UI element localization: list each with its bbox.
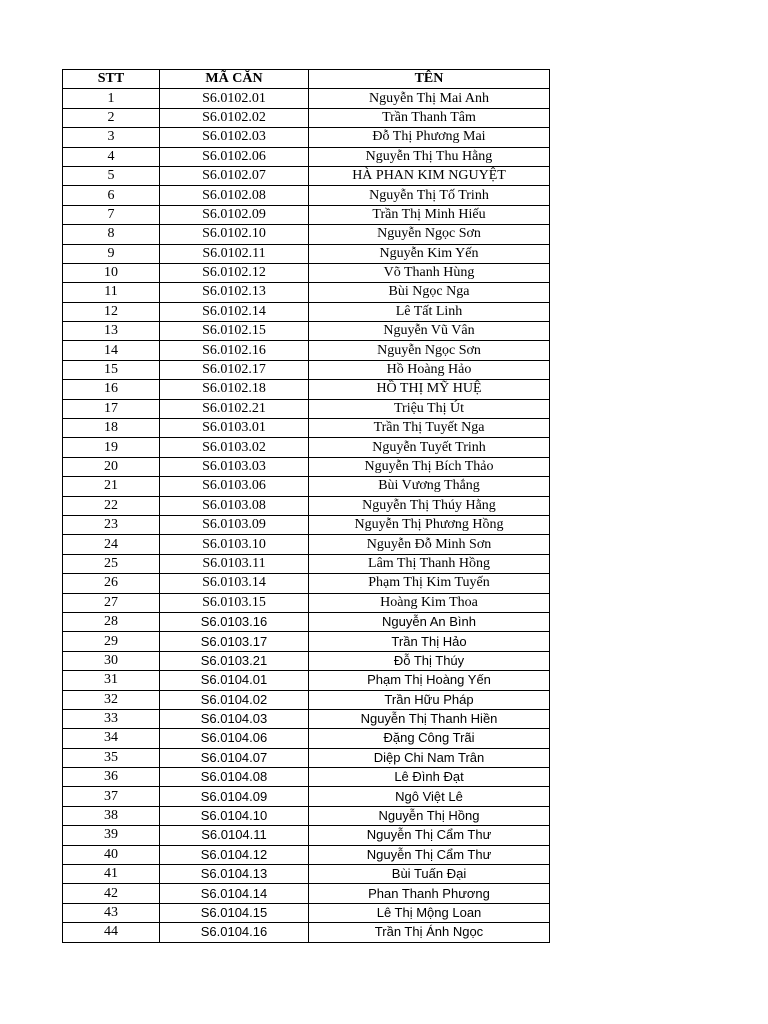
cell-ma-can: S6.0103.11: [160, 554, 309, 573]
table-row: [63, 884, 550, 903]
cell-ma-can: S6.0103.08: [160, 496, 309, 515]
cell-ten: Phạm Thị Hoàng Yến: [309, 671, 550, 690]
cell-ten: Trần Hữu Pháp: [309, 690, 550, 709]
cell-ma-can: S6.0104.06: [160, 729, 309, 748]
cell-ma-can: S6.0103.21: [160, 651, 309, 670]
cell-ma-can: S6.0103.03: [160, 457, 309, 476]
cell-ma-can: S6.0104.03: [160, 709, 309, 728]
cell-ten: Trần Thị Hảo: [309, 632, 550, 651]
table-row: [63, 632, 550, 651]
cell-ten: Nguyễn Thị Bích Thảo: [309, 457, 550, 476]
cell-stt: 11: [63, 283, 160, 302]
cell-ma-can: S6.0102.16: [160, 341, 309, 360]
table-row: [63, 593, 550, 612]
table-row: [63, 612, 550, 631]
cell-stt: 33: [63, 709, 160, 728]
table-body: [63, 89, 550, 942]
table-row: [63, 845, 550, 864]
cell-ten: Nguyễn Vũ Vân: [309, 322, 550, 341]
cell-stt: 43: [63, 903, 160, 922]
cell-ten: Trần Thị Tuyết Nga: [309, 419, 550, 438]
cell-stt: 15: [63, 360, 160, 379]
table-row: [63, 923, 550, 942]
table-row: [63, 535, 550, 554]
table-row: [63, 651, 550, 670]
cell-ten: Lê Đình Đạt: [309, 768, 550, 787]
cell-stt: 30: [63, 651, 160, 670]
cell-stt: 25: [63, 554, 160, 573]
cell-stt: 24: [63, 535, 160, 554]
cell-ma-can: S6.0102.12: [160, 263, 309, 282]
cell-ten: Nguyễn Tuyết Trinh: [309, 438, 550, 457]
cell-ten: Lê Tất Linh: [309, 302, 550, 321]
cell-ten: Trần Thị Ánh Ngọc: [309, 923, 550, 942]
cell-stt: 10: [63, 263, 160, 282]
cell-ma-can: S6.0104.14: [160, 884, 309, 903]
cell-ma-can: S6.0102.01: [160, 89, 309, 108]
cell-ten: Nguyễn Thị Hồng: [309, 806, 550, 825]
cell-stt: 9: [63, 244, 160, 263]
cell-stt: 42: [63, 884, 160, 903]
table-row: [63, 709, 550, 728]
cell-stt: 8: [63, 225, 160, 244]
cell-ten: Nguyễn Thị Thanh Hiền: [309, 709, 550, 728]
cell-ten: Nguyễn Thị Mai Anh: [309, 89, 550, 108]
cell-stt: 1: [63, 89, 160, 108]
table-row: [63, 515, 550, 534]
table-row: [63, 186, 550, 205]
cell-stt: 32: [63, 690, 160, 709]
cell-ma-can: S6.0104.15: [160, 903, 309, 922]
cell-ma-can: S6.0103.02: [160, 438, 309, 457]
cell-ten: Nguyễn Thị Thu Hằng: [309, 147, 550, 166]
table-row: [63, 399, 550, 418]
cell-ten: HÀ PHAN KIM NGUYỆT: [309, 166, 550, 185]
cell-ma-can: S6.0102.11: [160, 244, 309, 263]
table-row: [63, 283, 550, 302]
cell-ma-can: S6.0102.09: [160, 205, 309, 224]
header-ten: TÊN: [309, 70, 550, 89]
cell-stt: 18: [63, 419, 160, 438]
table-row: [63, 768, 550, 787]
cell-ma-can: S6.0104.01: [160, 671, 309, 690]
table-row: [63, 806, 550, 825]
cell-ten: Nguyễn Kim Yến: [309, 244, 550, 263]
cell-ten: Ngô Việt Lê: [309, 787, 550, 806]
cell-ma-can: S6.0103.14: [160, 574, 309, 593]
table-row: [63, 477, 550, 496]
cell-ma-can: S6.0103.06: [160, 477, 309, 496]
cell-stt: 36: [63, 768, 160, 787]
cell-stt: 22: [63, 496, 160, 515]
table-row: [63, 496, 550, 515]
table-row: [63, 108, 550, 127]
cell-ma-can: S6.0102.18: [160, 380, 309, 399]
cell-stt: 37: [63, 787, 160, 806]
cell-stt: 3: [63, 128, 160, 147]
cell-ma-can: S6.0104.11: [160, 826, 309, 845]
cell-stt: 28: [63, 612, 160, 631]
table-row: [63, 89, 550, 108]
table-row: [63, 244, 550, 263]
cell-ten: Nguyễn Ngọc Sơn: [309, 341, 550, 360]
cell-ma-can: S6.0102.02: [160, 108, 309, 127]
cell-ma-can: S6.0103.16: [160, 612, 309, 631]
cell-stt: 40: [63, 845, 160, 864]
cell-stt: 34: [63, 729, 160, 748]
cell-ten: Nguyễn Đỗ Minh Sơn: [309, 535, 550, 554]
cell-stt: 12: [63, 302, 160, 321]
cell-ma-can: S6.0103.01: [160, 419, 309, 438]
table-row: [63, 380, 550, 399]
table-row: [63, 302, 550, 321]
cell-ma-can: S6.0104.08: [160, 768, 309, 787]
cell-stt: 2: [63, 108, 160, 127]
cell-ten: Bùi Vương Thắng: [309, 477, 550, 496]
table-row: [63, 341, 550, 360]
cell-stt: 7: [63, 205, 160, 224]
cell-stt: 13: [63, 322, 160, 341]
cell-ma-can: S6.0102.06: [160, 147, 309, 166]
cell-ma-can: S6.0103.17: [160, 632, 309, 651]
cell-ten: Đỗ Thị Thúy: [309, 651, 550, 670]
cell-ma-can: S6.0102.13: [160, 283, 309, 302]
cell-stt: 5: [63, 166, 160, 185]
cell-stt: 20: [63, 457, 160, 476]
cell-ten: Nguyễn Ngọc Sơn: [309, 225, 550, 244]
cell-ten: Nguyễn Thị Tố Trinh: [309, 186, 550, 205]
cell-stt: 4: [63, 147, 160, 166]
header-stt: STT: [63, 70, 160, 89]
cell-ten: Diệp Chi Nam Trân: [309, 748, 550, 767]
cell-stt: 29: [63, 632, 160, 651]
cell-ten: Nguyễn Thị Phương Hồng: [309, 515, 550, 534]
table-row: [63, 574, 550, 593]
cell-ma-can: S6.0102.14: [160, 302, 309, 321]
cell-stt: 16: [63, 380, 160, 399]
cell-ten: Triệu Thị Út: [309, 399, 550, 418]
cell-ten: Lâm Thị Thanh Hồng: [309, 554, 550, 573]
cell-stt: 23: [63, 515, 160, 534]
table-row: [63, 205, 550, 224]
cell-ma-can: S6.0103.10: [160, 535, 309, 554]
cell-ten: HỒ THỊ MỸ HUỆ: [309, 380, 550, 399]
table-row: [63, 748, 550, 767]
cell-ma-can: S6.0103.09: [160, 515, 309, 534]
cell-ten: Đặng Công Trãi: [309, 729, 550, 748]
cell-ten: Hồ Hoàng Hảo: [309, 360, 550, 379]
cell-ma-can: S6.0104.12: [160, 845, 309, 864]
cell-stt: 39: [63, 826, 160, 845]
table-row: [63, 865, 550, 884]
cell-ma-can: S6.0102.15: [160, 322, 309, 341]
table-row: [63, 690, 550, 709]
owner-table: [62, 69, 550, 943]
cell-stt: 38: [63, 806, 160, 825]
table-row: [63, 729, 550, 748]
cell-ten: Nguyễn Thị Cẩm Thư: [309, 826, 550, 845]
cell-ma-can: S6.0103.15: [160, 593, 309, 612]
cell-ten: Võ Thanh Hùng: [309, 263, 550, 282]
cell-ma-can: S6.0104.02: [160, 690, 309, 709]
table-row: [63, 419, 550, 438]
table-row: [63, 671, 550, 690]
cell-ten: Lê Thị Mộng Loan: [309, 903, 550, 922]
cell-stt: 14: [63, 341, 160, 360]
table-row: [63, 554, 550, 573]
header-ma-can: MÃ CĂN: [160, 70, 309, 89]
cell-stt: 26: [63, 574, 160, 593]
cell-ten: Nguyễn Thị Thúy Hằng: [309, 496, 550, 515]
cell-ten: Nguyễn Thị Cẩm Thư: [309, 845, 550, 864]
cell-ten: Đỗ Thị Phương Mai: [309, 128, 550, 147]
table-row: [63, 147, 550, 166]
cell-ma-can: S6.0102.10: [160, 225, 309, 244]
cell-stt: 31: [63, 671, 160, 690]
cell-ma-can: S6.0102.21: [160, 399, 309, 418]
cell-stt: 27: [63, 593, 160, 612]
cell-ten: Bùi Ngọc Nga: [309, 283, 550, 302]
cell-stt: 6: [63, 186, 160, 205]
header-row: [63, 70, 550, 89]
cell-ten: Phạm Thị Kim Tuyến: [309, 574, 550, 593]
table-row: [63, 128, 550, 147]
cell-stt: 35: [63, 748, 160, 767]
cell-stt: 17: [63, 399, 160, 418]
table-row: [63, 360, 550, 379]
cell-ma-can: S6.0102.08: [160, 186, 309, 205]
cell-stt: 44: [63, 923, 160, 942]
cell-ten: Bùi Tuấn Đại: [309, 865, 550, 884]
cell-ten: Nguyễn An Bình: [309, 612, 550, 631]
cell-ten: Phan Thanh Phương: [309, 884, 550, 903]
cell-ma-can: S6.0104.16: [160, 923, 309, 942]
cell-stt: 21: [63, 477, 160, 496]
cell-ma-can: S6.0102.03: [160, 128, 309, 147]
cell-ten: Trần Thị Minh Hiếu: [309, 205, 550, 224]
table-row: [63, 826, 550, 845]
table-row: [63, 225, 550, 244]
cell-ma-can: S6.0104.09: [160, 787, 309, 806]
table-row: [63, 438, 550, 457]
cell-ma-can: S6.0104.13: [160, 865, 309, 884]
cell-ten: Trần Thanh Tâm: [309, 108, 550, 127]
cell-stt: 41: [63, 865, 160, 884]
cell-ma-can: S6.0102.17: [160, 360, 309, 379]
table-row: [63, 787, 550, 806]
table-row: [63, 903, 550, 922]
table-row: [63, 322, 550, 341]
cell-ma-can: S6.0104.10: [160, 806, 309, 825]
cell-stt: 19: [63, 438, 160, 457]
table-row: [63, 166, 550, 185]
cell-ten: Hoàng Kim Thoa: [309, 593, 550, 612]
table-row: [63, 457, 550, 476]
cell-ma-can: S6.0104.07: [160, 748, 309, 767]
table-row: [63, 263, 550, 282]
cell-ma-can: S6.0102.07: [160, 166, 309, 185]
